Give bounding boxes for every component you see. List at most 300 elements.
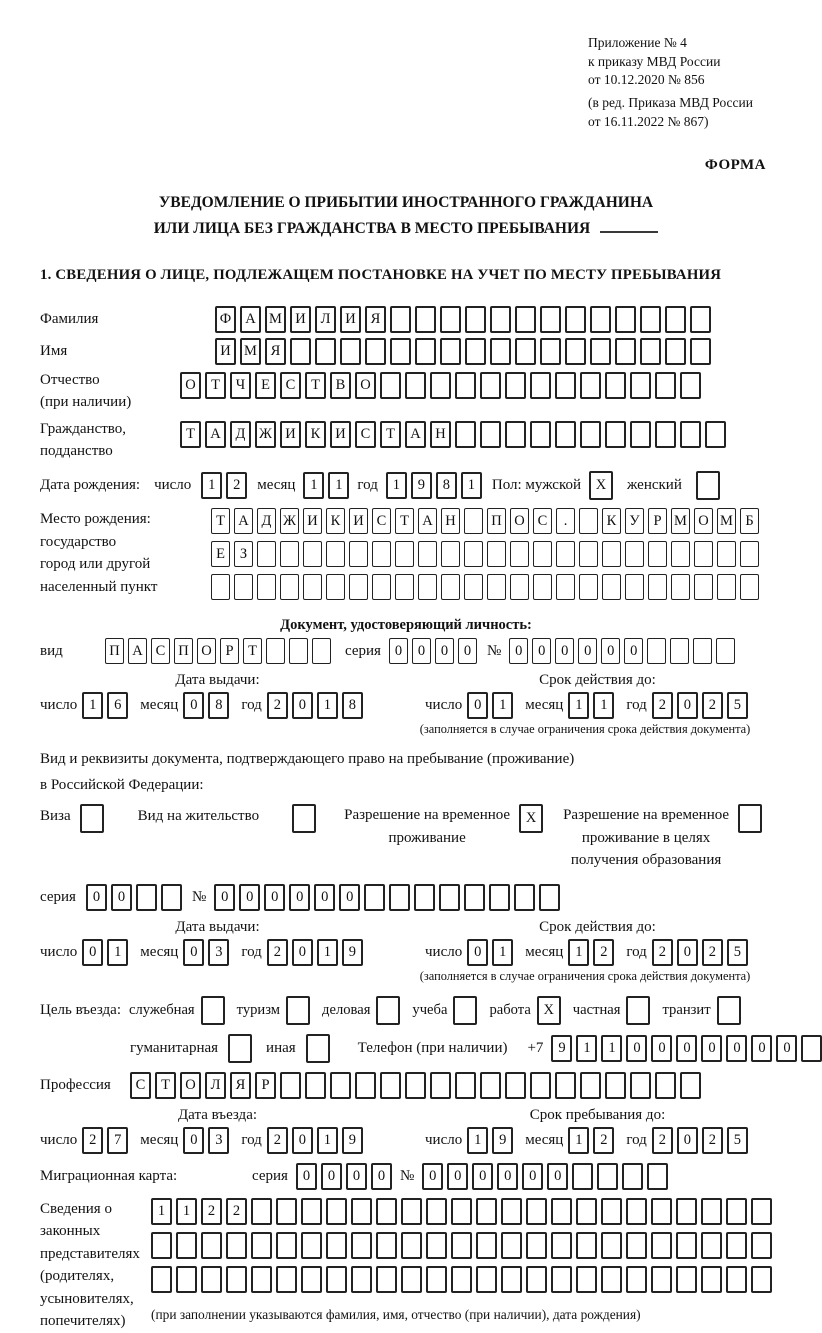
birthdate-label: Дата рождения: xyxy=(40,477,141,494)
form-cell: Т xyxy=(211,508,230,534)
form-cell xyxy=(551,1198,572,1225)
form-cell xyxy=(651,1266,672,1293)
form-cell xyxy=(655,372,676,399)
form-cell: 0 xyxy=(292,939,313,966)
form-cell: К xyxy=(602,508,621,534)
form-cell xyxy=(625,541,644,567)
form-cell xyxy=(676,1198,697,1225)
form-cell: П xyxy=(105,638,124,664)
sex-female-label: женский xyxy=(627,477,682,494)
form-cell xyxy=(590,338,611,365)
staydoc-series-cells xyxy=(86,884,182,911)
form-cell: П xyxy=(174,638,193,664)
form-cell xyxy=(326,574,345,600)
validity2-month-cells xyxy=(568,939,614,966)
birthplace-field xyxy=(40,508,772,607)
form-cell xyxy=(280,541,299,567)
purpose-option-label: работа xyxy=(489,1001,531,1018)
form-cell xyxy=(505,1072,526,1099)
form-cell xyxy=(694,541,713,567)
form-cell xyxy=(161,884,182,911)
form-cell: 0 xyxy=(578,638,597,664)
form-cell xyxy=(405,1072,426,1099)
issue1-day-cells xyxy=(82,692,128,719)
form-cell: 8 xyxy=(436,472,457,499)
issue1-year-cells xyxy=(267,692,363,719)
form-cell xyxy=(226,1266,247,1293)
form-cell: 0 xyxy=(472,1163,493,1190)
representatives-row2-cells xyxy=(151,1232,772,1259)
form-cell xyxy=(676,1232,697,1259)
form-cell xyxy=(226,1232,247,1259)
form-cell: Е xyxy=(211,541,230,567)
form-cell xyxy=(372,574,391,600)
form-cell xyxy=(602,574,621,600)
form-cell: 5 xyxy=(727,939,748,966)
form-cell: Т xyxy=(243,638,262,664)
form-cell xyxy=(565,306,586,333)
form-cell: 0 xyxy=(532,638,551,664)
form-cell: А xyxy=(240,306,261,333)
form-cell xyxy=(441,541,460,567)
form-cell: А xyxy=(234,508,253,534)
form-cell: И xyxy=(303,508,322,534)
form-cell xyxy=(648,574,667,600)
sex-male-label: Пол: мужской xyxy=(491,477,582,494)
validity2-day-cells xyxy=(467,939,513,966)
form-cell xyxy=(251,1266,272,1293)
entry-heading: Дата въезда: xyxy=(177,1106,258,1123)
form-cell: . xyxy=(556,508,575,534)
form-cell: Д xyxy=(257,508,276,534)
form-cell xyxy=(655,421,676,448)
form-cell xyxy=(426,1232,447,1259)
form-cell xyxy=(551,1266,572,1293)
form-cell: Л xyxy=(205,1072,226,1099)
option-visa: Виза xyxy=(40,804,104,833)
birth-month-label: месяц xyxy=(257,477,296,494)
sex-female-checkbox xyxy=(696,471,720,500)
form-cell xyxy=(480,372,501,399)
validity2-heading: Срок действия до: xyxy=(539,918,656,935)
form-cell: Р xyxy=(255,1072,276,1099)
form-cell xyxy=(590,306,611,333)
form-cell xyxy=(740,574,759,600)
form-cell xyxy=(740,541,759,567)
form-cell xyxy=(414,884,435,911)
form-cell: 2 xyxy=(267,1127,288,1154)
form-cell xyxy=(489,884,510,911)
form-cell xyxy=(455,1072,476,1099)
validity1-month-label: месяц xyxy=(525,697,564,714)
entry-day-label: число xyxy=(40,1131,78,1148)
form-cell xyxy=(526,1266,547,1293)
form-cell: 1 xyxy=(317,939,338,966)
iddoc-heading: Документ, удостоверяющий личность: xyxy=(280,617,532,634)
form-cell xyxy=(315,338,336,365)
form-cell xyxy=(510,574,529,600)
migration-series-cells xyxy=(296,1163,392,1190)
staydoc-number-cells xyxy=(214,884,560,911)
form-cell xyxy=(705,421,726,448)
form-cell: 0 xyxy=(626,1035,647,1062)
form-cell: Н xyxy=(430,421,451,448)
form-cell: 2 xyxy=(201,1198,222,1225)
staydoc-options xyxy=(40,804,772,872)
form-cell xyxy=(490,306,511,333)
form-cell xyxy=(465,306,486,333)
form-cell xyxy=(651,1232,672,1259)
form-cell xyxy=(580,1072,601,1099)
form-cell: А xyxy=(128,638,147,664)
issue2-month-cells xyxy=(183,939,229,966)
form-cell xyxy=(680,421,701,448)
form-cell xyxy=(615,306,636,333)
form-cell xyxy=(671,574,690,600)
form-cell: 1 xyxy=(593,692,614,719)
birthplace-label: Место рождения: государство город или другой населенный пункт xyxy=(40,511,158,595)
form-cell xyxy=(351,1198,372,1225)
iddoc-field xyxy=(40,638,772,664)
form-cell: 3 xyxy=(208,939,229,966)
form-cell xyxy=(476,1266,497,1293)
patronymic-field xyxy=(40,370,772,414)
form-cell: О xyxy=(694,508,713,534)
form-cell: 1 xyxy=(176,1198,197,1225)
form-cell: 2 xyxy=(702,692,723,719)
form-cell xyxy=(551,1232,572,1259)
temp-residence-checkbox: X xyxy=(519,804,543,833)
form-cell xyxy=(726,1266,747,1293)
form-cell: 1 xyxy=(461,472,482,499)
form-cell xyxy=(647,1163,668,1190)
purpose-field xyxy=(40,996,772,1025)
form-cell: 0 xyxy=(422,1163,443,1190)
birth-year-cells xyxy=(386,472,482,499)
form-cell: 1 xyxy=(107,939,128,966)
iddoc-number-cells xyxy=(509,638,735,664)
form-cell xyxy=(530,421,551,448)
form-cell: 0 xyxy=(677,692,698,719)
purpose-other-checkbox xyxy=(306,1034,330,1063)
form-cell: Л xyxy=(315,306,336,333)
form-cell xyxy=(390,338,411,365)
patronymic-label: Отчество (при наличии) xyxy=(40,372,132,410)
annex-line: (в ред. Приказа МВД России xyxy=(588,94,753,110)
form-cell: 5 xyxy=(727,1127,748,1154)
form-cell xyxy=(365,338,386,365)
stay-until-day-label: число xyxy=(425,1131,463,1148)
form-cell xyxy=(605,372,626,399)
form-cell xyxy=(625,574,644,600)
birth-month-cells xyxy=(303,472,349,499)
patronymic-cells xyxy=(180,372,701,399)
form-cell: 2 xyxy=(226,1198,247,1225)
form-cell xyxy=(556,541,575,567)
form-cell xyxy=(505,421,526,448)
form-cell: Т xyxy=(180,421,201,448)
form-cell xyxy=(301,1232,322,1259)
form-cell xyxy=(476,1198,497,1225)
form-cell: 0 xyxy=(751,1035,772,1062)
form-cell xyxy=(530,372,551,399)
form-cell xyxy=(655,1072,676,1099)
form-cell xyxy=(501,1232,522,1259)
form-cell: Б xyxy=(740,508,759,534)
visa-checkbox xyxy=(80,804,104,833)
form-cell xyxy=(276,1232,297,1259)
purpose-tourism-checkbox xyxy=(286,996,310,1025)
staydoc-series-field xyxy=(40,884,772,911)
form-cell xyxy=(395,541,414,567)
form-cell xyxy=(515,306,536,333)
form-cell xyxy=(280,574,299,600)
form-cell xyxy=(622,1163,643,1190)
form-cell: 2 xyxy=(267,692,288,719)
form-cell xyxy=(415,306,436,333)
surname-field xyxy=(40,306,772,333)
birthplace-row1-cells xyxy=(211,508,759,534)
form-cell xyxy=(390,306,411,333)
form-cell xyxy=(533,574,552,600)
form-cell xyxy=(280,1072,301,1099)
form-cell xyxy=(372,541,391,567)
form-cell xyxy=(526,1198,547,1225)
form-cell xyxy=(430,1072,451,1099)
migration-card-label: Миграционная карта: xyxy=(40,1167,178,1184)
firstname-label: Имя xyxy=(40,343,68,360)
form-cell: 9 xyxy=(551,1035,572,1062)
form-cell xyxy=(565,338,586,365)
form-cell: Н xyxy=(441,508,460,534)
form-cell xyxy=(665,338,686,365)
form-cell: 0 xyxy=(346,1163,367,1190)
form-cell: 2 xyxy=(593,939,614,966)
form-cell: 3 xyxy=(208,1127,229,1154)
profession-field xyxy=(40,1072,772,1099)
form-cell: 1 xyxy=(492,692,513,719)
form-label: ФОРМА xyxy=(704,157,766,174)
form-cell: 1 xyxy=(568,1127,589,1154)
representatives-caption: (при заполнении указываются фамилия, имя, отчество (при наличии), дата рождения) xyxy=(151,1306,641,1322)
phone-label: Телефон (при наличии) xyxy=(357,1039,508,1056)
validity2-note: (заполняется в случае ограничения срока действия документа) xyxy=(419,968,751,983)
form-cell xyxy=(440,338,461,365)
form-cell: 0 xyxy=(289,884,310,911)
form-cell xyxy=(401,1266,422,1293)
form-cell: 1 xyxy=(151,1198,172,1225)
annex-line: от 10.12.2020 № 856 xyxy=(588,72,705,88)
form-cell xyxy=(351,1266,372,1293)
validity1-day-cells xyxy=(467,692,513,719)
form-cell: Ж xyxy=(255,421,276,448)
migration-number-cells xyxy=(422,1163,668,1190)
form-cell: С xyxy=(355,421,376,448)
purpose-field-row2 xyxy=(130,1034,791,1063)
issue2-day-cells xyxy=(82,939,128,966)
form-cell: 2 xyxy=(593,1127,614,1154)
form-cell: Т xyxy=(380,421,401,448)
form-cell xyxy=(151,1232,172,1259)
form-cell: 2 xyxy=(82,1127,103,1154)
form-cell xyxy=(580,421,601,448)
purpose-official-checkbox xyxy=(201,996,225,1025)
form-cell xyxy=(490,338,511,365)
birthplace-row3-cells xyxy=(211,574,759,600)
issue2-month-label: месяц xyxy=(140,943,179,960)
form-cell xyxy=(576,1232,597,1259)
temp-residence-education-checkbox xyxy=(738,804,762,833)
validity2-day-label: число xyxy=(425,943,463,960)
form-cell: И xyxy=(340,306,361,333)
purpose-label: Цель въезда: xyxy=(40,1001,121,1018)
form-cell xyxy=(579,508,598,534)
form-cell: 0 xyxy=(183,692,204,719)
form-cell xyxy=(151,1266,172,1293)
form-cell: 0 xyxy=(389,638,408,664)
form-cell: 0 xyxy=(183,1127,204,1154)
form-cell xyxy=(136,884,157,911)
form-cell: 0 xyxy=(467,939,488,966)
form-cell: 5 xyxy=(727,692,748,719)
form-cell xyxy=(555,1072,576,1099)
form-cell xyxy=(597,1163,618,1190)
form-cell: 0 xyxy=(651,1035,672,1062)
form-cell: 0 xyxy=(82,939,103,966)
form-cell xyxy=(257,541,276,567)
residence-permit-checkbox xyxy=(292,804,316,833)
form-cell xyxy=(289,638,308,664)
entry-year-cells xyxy=(267,1127,363,1154)
form-cell xyxy=(476,1232,497,1259)
form-cell xyxy=(701,1198,722,1225)
form-cell xyxy=(351,1232,372,1259)
citizenship-label: Гражданство, подданство xyxy=(40,420,127,459)
form-cell xyxy=(355,1072,376,1099)
issue1-month-label: месяц xyxy=(140,697,179,714)
form-cell xyxy=(464,508,483,534)
form-cell xyxy=(257,574,276,600)
form-cell xyxy=(415,338,436,365)
form-cell: М xyxy=(671,508,690,534)
form-cell: 1 xyxy=(201,472,222,499)
form-cell: 0 xyxy=(547,1163,568,1190)
form-cell: 0 xyxy=(86,884,107,911)
validity1-heading: Срок действия до: xyxy=(539,672,656,689)
stay-until-month-label: месяц xyxy=(525,1131,564,1148)
form-cell xyxy=(290,338,311,365)
form-cell xyxy=(464,541,483,567)
form-cell xyxy=(694,574,713,600)
form-cell xyxy=(376,1232,397,1259)
migration-series-label: серия xyxy=(252,1167,288,1184)
form-cell xyxy=(579,541,598,567)
form-cell: О xyxy=(355,372,376,399)
form-cell: О xyxy=(180,372,201,399)
form-cell xyxy=(701,1266,722,1293)
form-cell xyxy=(464,574,483,600)
birth-year-label: год xyxy=(357,477,378,494)
form-cell: 0 xyxy=(292,692,313,719)
annex-line: от 16.11.2022 № 867) xyxy=(588,113,709,129)
form-cell xyxy=(401,1198,422,1225)
form-cell: 1 xyxy=(576,1035,597,1062)
form-cell xyxy=(539,884,560,911)
form-cell xyxy=(303,574,322,600)
form-cell: О xyxy=(180,1072,201,1099)
annex-line: Приложение № 4 xyxy=(588,35,687,50)
form-cell: 9 xyxy=(342,939,363,966)
form-cell: 1 xyxy=(568,692,589,719)
form-cell xyxy=(276,1266,297,1293)
form-cell xyxy=(426,1266,447,1293)
validity1-year-label: год xyxy=(626,697,647,714)
form-cell: 0 xyxy=(509,638,528,664)
purpose-work-checkbox: X xyxy=(537,996,561,1025)
form-cell: А xyxy=(405,421,426,448)
representatives-label: Сведения о законных представителях (родителях, усыновителях, попечителях) xyxy=(40,1200,140,1330)
issue1-day-label: число xyxy=(40,697,78,714)
form-cell: Т xyxy=(155,1072,176,1099)
form-cell: 0 xyxy=(214,884,235,911)
form-cell xyxy=(312,638,331,664)
form-cell xyxy=(440,306,461,333)
form-cell: Т xyxy=(305,372,326,399)
stay-until-month-cells xyxy=(568,1127,614,1154)
form-cell: 1 xyxy=(303,472,324,499)
form-cell xyxy=(266,638,285,664)
form-cell xyxy=(555,421,576,448)
representatives-field xyxy=(40,1198,772,1333)
form-cell xyxy=(380,1072,401,1099)
form-cell: 0 xyxy=(183,939,204,966)
form-cell: С xyxy=(533,508,552,534)
entry-year-label: год xyxy=(241,1131,262,1148)
issue2-year-cells xyxy=(267,939,363,966)
form-cell xyxy=(326,541,345,567)
form-cell xyxy=(251,1198,272,1225)
form-cell: И xyxy=(290,306,311,333)
form-cell: А xyxy=(418,508,437,534)
form-cell: К xyxy=(305,421,326,448)
profession-cells xyxy=(130,1072,701,1099)
iddoc-series-cells xyxy=(389,638,477,664)
iddoc-series-label: серия xyxy=(345,642,381,659)
form-cell xyxy=(349,541,368,567)
form-cell xyxy=(176,1232,197,1259)
form-cell xyxy=(405,372,426,399)
form-cell: 0 xyxy=(447,1163,468,1190)
form-cell: Т xyxy=(395,508,414,534)
stay-until-year-label: год xyxy=(626,1131,647,1148)
form-cell: М xyxy=(265,306,286,333)
form-cell xyxy=(376,1198,397,1225)
blank-underline xyxy=(600,219,658,233)
form-cell xyxy=(671,541,690,567)
form-cell: 2 xyxy=(702,939,723,966)
form-cell: М xyxy=(717,508,736,534)
form-cell: 8 xyxy=(342,692,363,719)
validity1-note: (заполняется в случае ограничения срока действия документа) xyxy=(419,722,751,737)
form-cell xyxy=(201,1266,222,1293)
form-cell xyxy=(670,638,689,664)
form-cell xyxy=(572,1163,593,1190)
form-cell xyxy=(530,1072,551,1099)
migration-number-label: № xyxy=(399,1167,415,1184)
form-cell xyxy=(426,1198,447,1225)
form-cell: 1 xyxy=(467,1127,488,1154)
form-cell: 1 xyxy=(568,939,589,966)
